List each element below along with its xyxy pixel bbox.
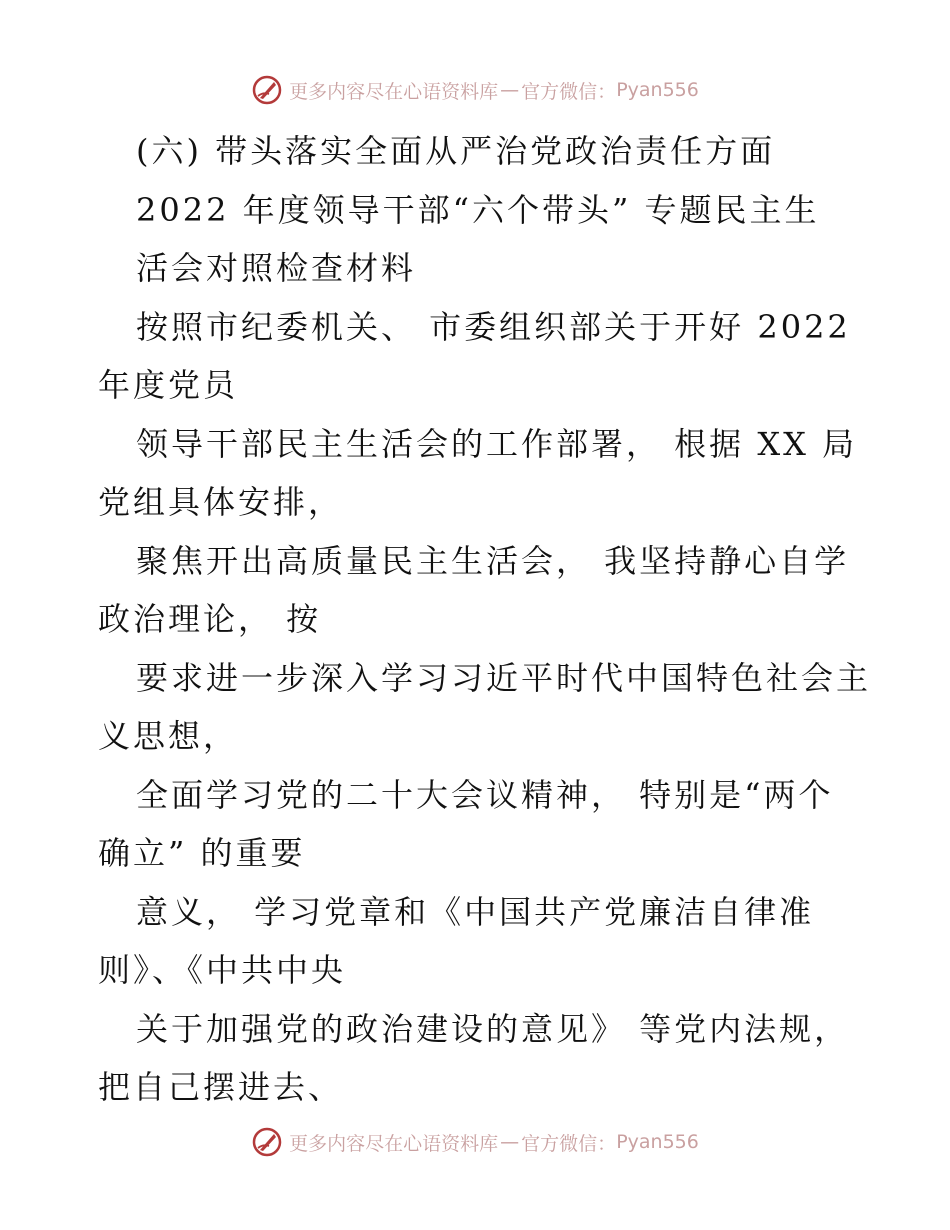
- paragraph-line: 全面学习党的二十大会议精神， 特别是“两个: [136, 775, 834, 814]
- watermark-wechat-label: 官方微信：: [521, 1132, 617, 1155]
- watermark-dash: —: [500, 1131, 520, 1153]
- watermark-site-text: 更多内容尽在心语资料库: [289, 1132, 499, 1155]
- quill-logo-icon: [251, 1126, 283, 1158]
- paragraph-line: 则》、《中共中央: [98, 951, 347, 989]
- watermark-wechat-label: 官方微信：: [521, 80, 617, 103]
- paragraph-line: 政治理论， 按: [98, 600, 322, 638]
- paragraph-line: 把自己摆进去、: [98, 1068, 344, 1106]
- paragraph-line: 要求进一步深入学习习近平时代中国特色社会主: [136, 658, 872, 697]
- footer-watermark: [0, 1122, 950, 1162]
- paragraph-line: 领导干部民主生活会的工作部署， 根据 XX 局: [136, 424, 858, 463]
- paragraph-line: 关于加强党的政治建设的意见》 等党内法规，: [136, 1009, 850, 1048]
- quill-logo-icon: [251, 74, 283, 106]
- paragraph-line: 年度党员: [98, 366, 239, 404]
- paragraph-line: 按照市纪委机关、 市委组织部关于开好 2022: [136, 307, 851, 346]
- paragraph-line: 聚焦开出高质量民主生活会， 我坚持静心自学: [136, 541, 850, 580]
- watermark-wechat-id: Pyan556: [616, 1131, 699, 1153]
- document-body: [98, 122, 872, 1117]
- paragraph-line: 义思想，: [98, 717, 239, 755]
- document-title-line-2: 活会对照检查材料: [136, 249, 417, 287]
- watermark-wechat-id: Pyan556: [616, 79, 699, 101]
- header-watermark: [0, 70, 950, 110]
- document-title-line-1: 2022 年度领导干部“六个带头” 专题民主生: [136, 190, 820, 229]
- watermark-dash: —: [500, 79, 520, 101]
- watermark-site-text: 更多内容尽在心语资料库: [289, 80, 499, 103]
- paragraph-line: 意义， 学习党章和《中国共产党廉洁自律准: [136, 892, 815, 931]
- paragraph-line: 确立” 的重要: [98, 834, 306, 872]
- paragraph-line: 党组具体安排，: [98, 483, 344, 521]
- section-heading: (六) 带头落实全面从严治党政治责任方面: [136, 132, 776, 170]
